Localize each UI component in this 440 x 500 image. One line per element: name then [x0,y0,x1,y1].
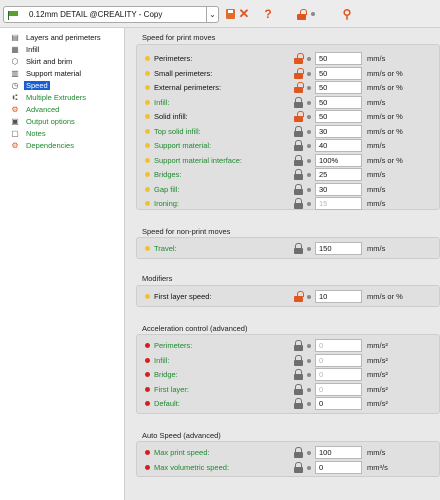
lock-icon [294,243,303,254]
group-title-auto-speed: Auto Speed (advanced) [142,431,221,440]
unit-label: mm/s [367,448,386,457]
dot-icon[interactable] [310,6,316,22]
lock-icon [294,184,303,195]
setting-label: First layer: [154,384,190,394]
setting-label: Support material interface: [154,155,242,165]
setting-input-bridges[interactable] [315,168,362,181]
reset-dot-icon [307,373,311,377]
sidebar-item-skirt-and-brim[interactable] [0,55,124,67]
unit-label: mm/s² [367,384,388,394]
reset-dot-icon [307,115,311,119]
skirt-icon: ⬡ [11,56,19,66]
setting-input-travel[interactable] [315,242,362,255]
unit-label: mm/s [367,184,386,194]
setting-input-solid-infill[interactable] [315,110,362,123]
lock-icon [294,126,303,137]
setting-label: Support material: [154,141,212,150]
sidebar-item-speed[interactable] [0,79,124,91]
unit-label: mm/s or % [367,68,403,78]
setting-row-first-layer [137,384,439,396]
setting-row-travel [137,243,439,255]
unit-label: mm/s² [367,399,388,408]
setting-input-perimeters[interactable] [315,52,362,65]
support-icon: ▥ [11,68,19,78]
unit-label: mm/s [367,97,386,107]
setting-row-max-volumetric-speed [137,462,439,474]
setting-row-gap-fill [137,184,439,196]
group-box-auto-speed [136,441,440,477]
setting-input-ironing[interactable] [315,197,362,210]
unit-label: mm/s or % [367,292,403,301]
preset-name: 0.12mm DETAIL @CREALITY - Copy [29,10,163,19]
setting-row-support-material [137,140,439,152]
status-dot-icon [145,246,150,251]
group-box-modifiers [136,285,440,307]
reset-dot-icon [307,101,311,105]
infill-icon: ▦ [11,44,19,54]
setting-label: Travel: [154,244,177,253]
extruder-icon: ⑆ [12,92,18,102]
setting-label: Max volumetric speed: [154,462,230,472]
sidebar-item-label: Infill [26,44,40,54]
lock-icon [294,384,303,395]
setting-input-infill[interactable] [315,354,362,367]
setting-input-gap-fill[interactable] [315,183,362,196]
reset-dot-icon [307,388,311,392]
status-dot-icon [145,450,150,455]
delete-preset-icon[interactable]: ✕ [238,6,250,21]
setting-label: First layer speed: [154,292,212,301]
sidebar-item-infill[interactable] [0,43,124,55]
setting-row-bridge [137,369,439,381]
lock-open-icon[interactable] [294,111,303,122]
reset-dot-icon [307,188,311,192]
status-dot-icon [145,401,150,406]
setting-input-first-layer-speed[interactable] [315,290,362,303]
setting-label: Small perimeters: [154,68,213,78]
setting-row-infill [137,97,439,109]
group-title-acceleration: Acceleration control (advanced) [142,324,248,333]
setting-row-small-perimeters [137,68,439,80]
sidebar-item-label: Layers and perimeters [26,32,101,42]
reset-dot-icon [307,451,311,455]
unit-label: mm/s² [367,355,388,365]
status-dot-icon [145,100,150,105]
status-dot-icon [145,71,150,76]
sidebar-item-layers-and-perimeters[interactable] [0,31,124,43]
group-box-non-print-moves [136,237,440,259]
status-dot-icon [145,158,150,163]
setting-label: Default: [154,399,180,408]
setting-row-ironing [137,198,439,210]
lock-open-icon[interactable] [294,82,303,93]
reset-dot-icon [307,144,311,148]
reset-dot-icon [307,130,311,134]
unit-label: mm/s or % [367,83,403,92]
unit-label: mm/s [367,199,386,208]
setting-input-small-perimeters[interactable] [315,67,362,80]
status-dot-icon [145,294,150,299]
setting-input-first-layer[interactable] [315,383,362,396]
setting-label: Perimeters: [154,54,193,63]
setting-input-support-material-interface[interactable] [315,154,362,167]
layers-icon: ▤ [11,32,19,42]
lock-open-icon[interactable] [294,53,303,64]
sidebar-item-output-options[interactable] [0,115,124,127]
lock-icon [294,447,303,458]
sidebar-item-dependencies[interactable] [0,139,124,151]
lock-open-icon[interactable] [295,6,307,22]
unit-label: mm/s [367,170,386,179]
reset-dot-icon [307,295,311,299]
setting-row-support-material-interface [137,155,439,167]
reset-dot-icon [307,72,311,76]
status-dot-icon [145,387,150,392]
lock-open-icon[interactable] [294,68,303,79]
lock-icon [294,198,303,209]
status-dot-icon [145,343,150,348]
speed-icon: ◷ [11,80,19,90]
setting-row-solid-infill [137,111,439,123]
save-icon[interactable] [224,6,236,22]
flag-icon [8,11,20,19]
status-dot-icon [145,465,150,470]
group-title-non-print-moves: Speed for non-print moves [142,227,231,236]
advanced-icon: ⚙ [11,104,19,114]
lock-icon [294,369,303,380]
setting-label: Bridge: [154,370,178,379]
setting-label: Perimeters: [154,341,193,350]
reset-dot-icon [307,359,311,363]
unit-label: mm/s [367,141,386,150]
setting-input-external-perimeters[interactable] [315,81,362,94]
setting-label: Infill: [154,355,170,365]
setting-input-max-print-speed[interactable] [315,446,362,459]
settings-panel [132,28,440,500]
group-box-print-moves [136,44,440,210]
setting-input-support-material[interactable] [315,139,362,152]
setting-input-bridge[interactable] [315,368,362,381]
status-dot-icon [145,143,150,148]
setting-row-default [137,398,439,410]
sidebar [0,28,125,500]
help-icon[interactable]: ? [264,7,272,21]
status-dot-icon [145,56,150,61]
setting-label: Max print speed: [154,448,210,457]
unit-label: mm³/s [367,462,388,472]
status-dot-icon [145,201,150,206]
status-dot-icon [145,187,150,192]
lock-icon [294,169,303,180]
sidebar-item-label: Notes [26,128,46,138]
setting-input-top-solid-infill[interactable] [315,125,362,138]
preset-selector[interactable] [3,6,219,23]
group-box-acceleration [136,334,440,414]
unit-label: mm/s² [367,341,388,350]
setting-input-infill[interactable] [315,96,362,109]
status-dot-icon [145,172,150,177]
setting-label: Bridges: [154,170,182,179]
status-dot-icon [145,114,150,119]
reset-dot-icon [307,402,311,406]
unit-label: mm/s² [367,370,388,379]
reset-dot-icon [307,57,311,61]
setting-row-infill [137,355,439,367]
sidebar-item-label: Output options [26,116,75,126]
reset-dot-icon [307,466,311,470]
setting-input-default[interactable] [315,397,362,410]
setting-label: Gap fill: [154,184,180,194]
sidebar-item-label: Speed [26,80,48,90]
lock-icon [294,140,303,151]
setting-row-external-perimeters [137,82,439,94]
sidebar-item-label: Multiple Extruders [26,92,87,102]
status-dot-icon [145,358,150,363]
unit-label: mm/s or % [367,112,403,121]
setting-label: Ironing: [154,199,180,208]
output-icon: ▣ [11,116,19,126]
setting-row-perimeters [137,53,439,65]
setting-label: External perimeters: [154,83,222,92]
sidebar-item-advanced[interactable] [0,103,124,115]
reset-dot-icon [307,344,311,348]
reset-dot-icon [307,173,311,177]
setting-row-first-layer-speed [137,291,439,303]
lock-icon [294,155,303,166]
reset-dot-icon [307,247,311,251]
status-dot-icon [145,372,150,377]
group-title-modifiers: Modifiers [142,274,173,283]
chevron-down-icon[interactable]: ⌄ [206,7,218,22]
setting-row-top-solid-infill [137,126,439,138]
unit-label: mm/s or % [367,155,403,165]
setting-label: Infill: [154,97,170,107]
search-icon[interactable]: ⚲ [342,7,352,21]
unit-label: mm/s [367,244,386,253]
unit-label: mm/s [367,54,386,63]
setting-input-max-volumetric-speed[interactable] [315,461,362,474]
setting-row-bridges [137,169,439,181]
sidebar-item-label: Skirt and brim [26,56,73,66]
sidebar-item-support-material[interactable] [0,67,124,79]
sidebar-item-multiple-extruders[interactable] [0,91,124,103]
sidebar-item-label: Advanced [26,104,60,114]
lock-icon [294,462,303,473]
reset-dot-icon [307,202,311,206]
lock-icon [294,398,303,409]
sidebar-item-label: Support material [26,68,82,78]
status-dot-icon [145,85,150,90]
reset-dot-icon [307,86,311,90]
group-title-print-moves: Speed for print moves [142,33,216,42]
sidebar-item-label: Dependencies [26,140,74,150]
lock-icon [294,340,303,351]
setting-label: Solid infill: [154,112,188,121]
unit-label: mm/s or % [367,126,403,136]
sidebar-item-notes[interactable] [0,127,124,139]
dependencies-icon: ⚙ [11,140,19,150]
setting-label: Top solid infill: [154,126,201,136]
setting-input-perimeters[interactable] [315,339,362,352]
reset-dot-icon [307,159,311,163]
toolbar [0,0,440,28]
setting-row-perimeters [137,340,439,352]
lock-open-icon[interactable] [294,291,303,302]
lock-icon [294,97,303,108]
status-dot-icon [145,129,150,134]
notes-icon: ▢ [11,128,19,138]
setting-row-max-print-speed [137,447,439,459]
lock-icon [294,355,303,366]
